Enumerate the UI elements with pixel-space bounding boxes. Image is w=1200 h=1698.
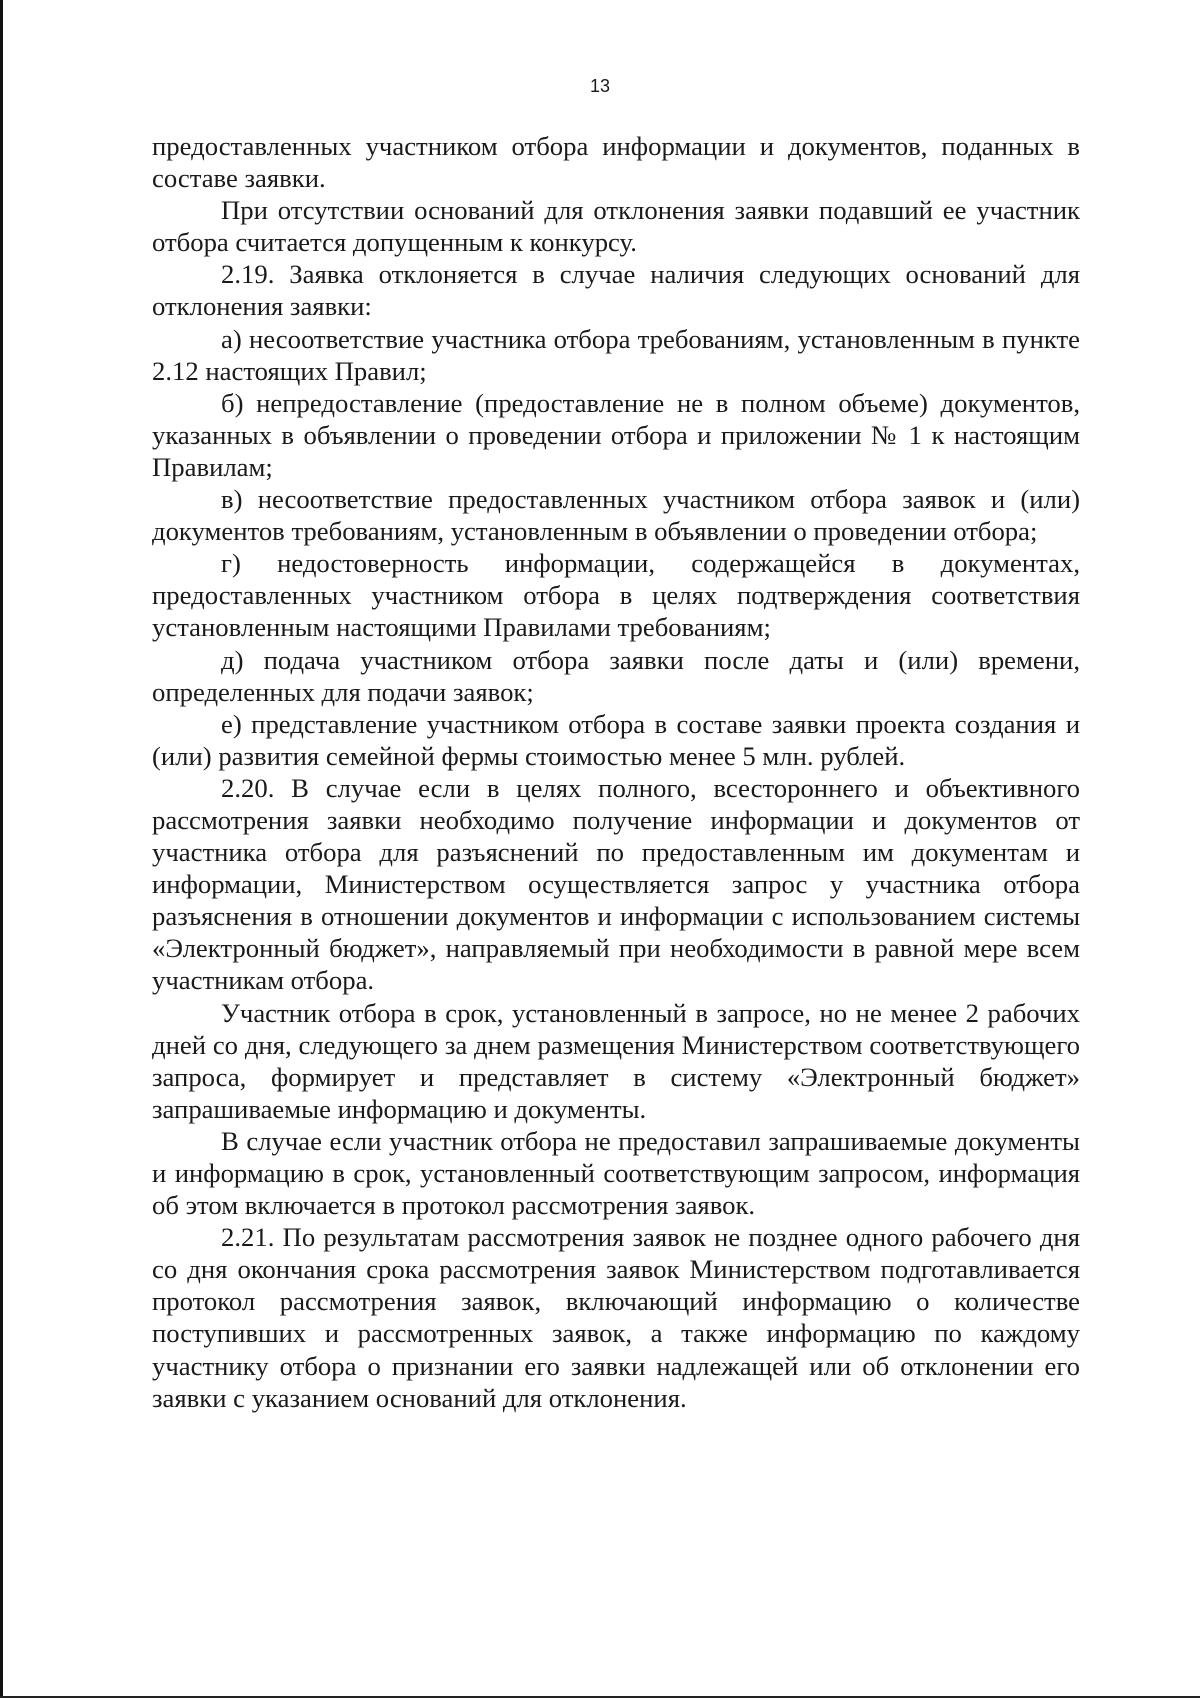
scan-border-left xyxy=(0,0,3,1698)
list-item-e: е) представление участником отбора в составе заявки проекта создания и (или) развития семейной фермы стоимостью менее 5 млн. рублей. xyxy=(152,708,1080,771)
list-item-d: д) подача участником отбора заявки после даты и (или) времени, определенных для подачи заявок; xyxy=(152,644,1080,707)
list-item-a: а) несоответствие участника отбора требованиям, установленным в пункте 2.12 настоящих Правил; xyxy=(152,323,1080,386)
page-number: 13 xyxy=(589,76,611,96)
paragraph-2-21: 2.21. По результатам рассмотрения заявок не позднее одного рабочего дня со дня окончания срока рассмотрения заявок Министерством подготавливается протокол рассмотрения заявок, включающий информацию о количестве поступивших и рассмотренных заявок, а также информацию по каждому участнику отбора о признании его заявки надлежащей или об отклонении его заявки с указанием оснований для отклонения. xyxy=(152,1222,1080,1413)
paragraph-response-deadline: Участник отбора в срок, установленный в запросе, но не менее 2 рабочих дней со дня, следующего за днем размещения Министерством соответствующего запроса, формирует и представляет в систему «Электронный бюджет» запрашиваемые информацию и документы. xyxy=(152,997,1080,1124)
paragraph-no-response: В случае если участник отбора не предоставил запрашиваемые документы и информацию в срок, установленный соответствующим запросом, информация об этом включается в протокол рассмотрения заявок. xyxy=(152,1125,1080,1221)
paragraph-2-20: 2.20. В случае если в целях полного, всестороннего и объективного рассмотрения заявки необходимо получение информации и документов от участника отбора для разъяснений по предоставленным им документам и информации, Министерством осуществляется запрос у участника отбора разъяснения в отношении документов и информации с использованием системы «Электронный бюджет», направляемый при необходимости в равной мере всем участникам отбора. xyxy=(152,772,1080,996)
list-item-b: б) непредоставление (предоставление не в полном объеме) документов, указанных в объявлении о проведении отбора и приложении № 1 к настоящим Правилам; xyxy=(152,387,1080,482)
paragraph-2-19: 2.19. Заявка отклоняется в случае наличия следующих оснований для отклонения заявки: xyxy=(152,259,1080,322)
list-item-g: г) недостоверность информации, содержащейся в документах, предоставленных участником отбора в целях подтверждения соответствия установленным настоящими Правилами требованиям; xyxy=(152,548,1080,643)
list-item-v: в) несоответствие предоставленных участником отбора заявок и (или) документов требованиям, установленным в объявлении о проведении отбора; xyxy=(152,484,1080,547)
document-body xyxy=(152,130,1080,1414)
paragraph-continuation: предоставленных участником отбора информации и документов, поданных в составе заявки. xyxy=(152,131,1080,194)
paragraph-admission: При отсутствии оснований для отклонения заявки подавший ее участник отбора считается допущенным к конкурсу. xyxy=(152,195,1080,258)
